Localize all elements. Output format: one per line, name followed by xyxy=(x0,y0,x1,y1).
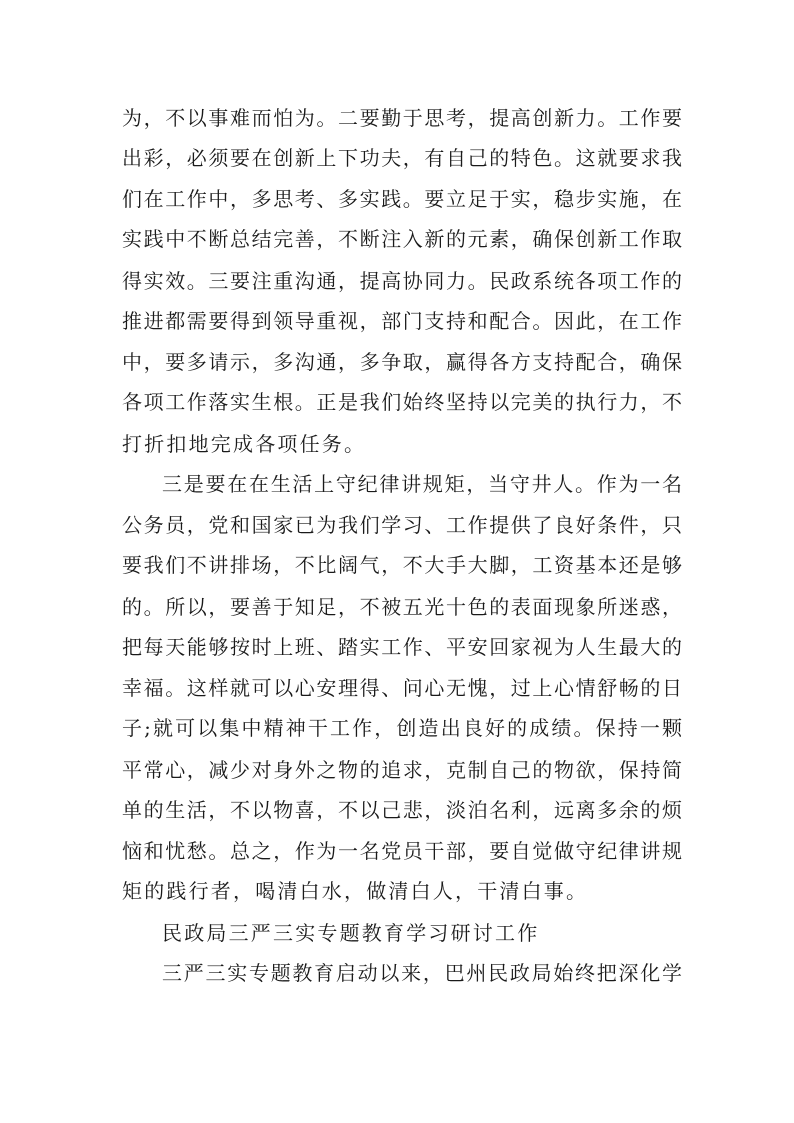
text-line: 打折扣地完成各项任务。 xyxy=(122,432,367,456)
text-line: 恼和忧愁。总之，作为一名党员干部，要自觉做守纪律讲规 xyxy=(122,839,682,863)
text-line: 为，不以事难而怕为。二要勤于思考，提高创新力。工作要 xyxy=(122,106,682,130)
text-line: 公务员，党和国家已为我们学习、工作提供了良好条件，只 xyxy=(122,513,682,537)
text-line: 矩的践行者，喝清白水，做清白人，干清白事。 xyxy=(122,879,589,903)
text-line: 把每天能够按时上班、踏实工作、平安回家视为人生最大的 xyxy=(122,635,682,659)
text-line: 推进都需要得到领导重视，部门支持和配合。因此，在工作 xyxy=(122,309,682,333)
text-line: 幸福。这样就可以心安理得、问心无愧，过上心情舒畅的日 xyxy=(122,676,682,700)
text-line: 们在工作中，多思考、多实践。要立足于实，稳步实施，在 xyxy=(122,187,682,211)
text-line: 各项工作落实生根。正是我们始终坚持以完美的执行力，不 xyxy=(122,390,682,414)
text-line: 平常心，减少对身外之物的追求，克制自己的物欲，保持简 xyxy=(122,758,682,782)
text-line: 要我们不讲排场，不比阔气，不大手大脚，工资基本还是够 xyxy=(122,553,682,577)
paragraph-first-line: 三严三实专题教育启动以来，巴州民政局始终把深化学 xyxy=(162,961,682,985)
text-line: 子;就可以集中精神干工作，创造出良好的成绩。保持一颗 xyxy=(122,716,682,740)
text-line: 中，要多请示，多沟通，多争取，赢得各方支持配合，确保 xyxy=(122,350,682,374)
text-line: 单的生活，不以物喜，不以己悲，淡泊名利，远离多余的烦 xyxy=(122,798,682,822)
text-line: 实践中不断总结完善，不断注入新的元素，确保创新工作取 xyxy=(122,227,682,251)
text-line: 出彩，必须要在创新上下功夫，有自己的特色。这就要求我 xyxy=(122,146,682,170)
section-heading: 民政局三严三实专题教育学习研讨工作 xyxy=(162,921,540,945)
text-line: 得实效。三要注重沟通，提高协同力。民政系统各项工作的 xyxy=(122,269,682,293)
paragraph-first-line: 三是要在在生活上守纪律讲规矩，当守井人。作为一名 xyxy=(162,472,682,496)
text-line: 的。所以，要善于知足，不被五光十色的表面现象所迷惑， xyxy=(122,595,682,619)
